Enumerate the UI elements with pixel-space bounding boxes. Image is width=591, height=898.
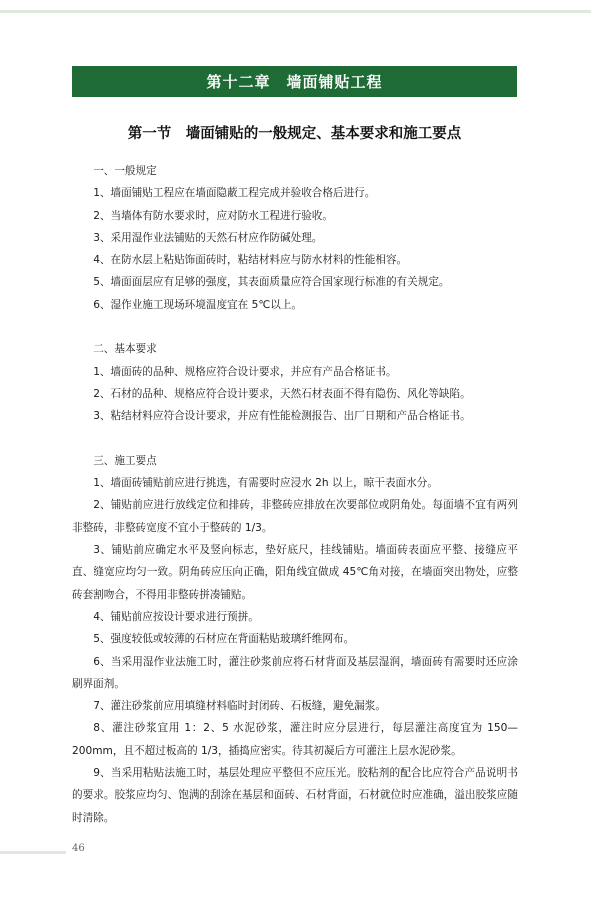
basic-heading: 二、基本要求 — [93, 343, 157, 356]
general-item: 5、墙面面层应有足够的强度，其表面质量应符合国家现行标准的有关规定。 — [93, 276, 450, 289]
paragraph-gap — [72, 428, 518, 450]
general-item: 4、在防水层上粘贴饰面砖时，粘结材料应与防水材料的性能相容。 — [93, 254, 408, 267]
general-item: 1、墙面铺贴工程应在墙面隐蔽工程完成并验收合格后进行。 — [93, 187, 376, 200]
top-decorative-rule — [0, 10, 591, 13]
general-item: 3、采用湿作业法铺贴的天然石材应作防碱处理。 — [93, 231, 323, 244]
construction-item: 6、当采用湿作业法施工时，灌注砂浆前应将石材背面及基层湿润，墙面砖有需要时还应涂刷界面剂。 — [72, 655, 518, 690]
construction-item: 3、铺贴前应确定水平及竖向标志，垫好底尺，挂线铺贴。墙面砖表面应平整、接缝应平直、缝宽应均匀一致。阴角砖应压向正确，阳角线宜做成 45℃角对接，在墙面突出物处，应整砖套割吻合，不得用非整砖拼凑铺贴。 — [72, 544, 518, 601]
page-number: 46 — [72, 843, 85, 854]
construction-heading: 三、施工要点 — [93, 454, 157, 467]
body-text — [72, 160, 518, 829]
construction-item: 8、灌注砂浆宜用 1：2、5 水泥砂浆，灌注时应分层进行，每层灌注高度宜为 150—200mm，且不超过板高的 1/3，插捣应密实。待其初凝后方可灌注上层水泥砂浆。 — [72, 722, 518, 757]
construction-item: 1、墙面砖铺贴前应进行挑选，有需要时应浸水 2h 以上，晾干表面水分。 — [93, 477, 438, 490]
paragraph-gap — [72, 316, 518, 338]
basic-item: 1、墙面砖的品种、规格应符合设计要求，并应有产品合格证书。 — [93, 365, 397, 378]
chapter-title-banner — [72, 66, 517, 97]
basic-item: 3、粘结材料应符合设计要求，并应有性能检测报告、出厂日期和产品合格证书。 — [93, 410, 471, 423]
general-item: 2、当墙体有防水要求时，应对防水工程进行验收。 — [93, 209, 333, 222]
construction-item: 2、铺贴前应进行放线定位和排砖，非整砖应排放在次要部位或阴角处。每面墙不宜有两列非整砖，非整砖宽度不宜小于整砖的 1/3。 — [72, 499, 518, 534]
general-item: 6、湿作业施工现场环境温度宜在 5℃以上。 — [93, 298, 303, 311]
section-title: 第一节 墙面铺贴的一般规定、基本要求和施工要点 — [127, 126, 462, 142]
construction-item: 4、铺贴前应按设计要求进行预拼。 — [93, 610, 259, 623]
construction-item: 5、强度较低或较薄的石材应在背面粘贴玻璃纤维网布。 — [93, 633, 355, 646]
general-heading: 一、一般规定 — [93, 165, 157, 177]
construction-item: 9、当采用粘贴法施工时，基层处理应平整但不应压光。胶粘剂的配合比应符合产品说明书的要求。胶浆应均匀、饱满的刮涂在基层和面砖、石材背面，石材就位时应准确，溢出胶浆应随时清除。 — [72, 767, 518, 824]
footer-decorative-rule — [0, 851, 66, 854]
basic-item: 2、石材的品种、规格应符合设计要求，天然石材表面不得有隐伤、风化等缺陷。 — [93, 387, 471, 400]
construction-item: 7、灌注砂浆前应用填缝材料临时封闭砖、石板缝，避免漏浆。 — [93, 700, 386, 713]
chapter-title: 第十二章 墙面铺贴工程 — [206, 73, 383, 91]
